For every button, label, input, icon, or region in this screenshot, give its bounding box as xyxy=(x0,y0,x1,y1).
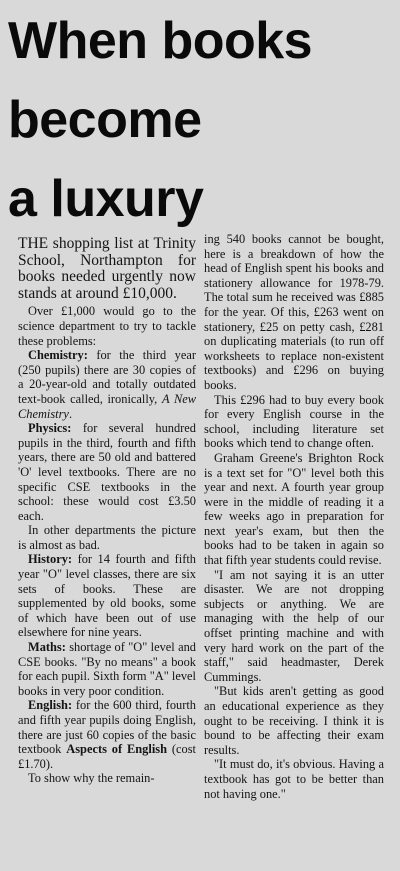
maths-paragraph xyxy=(18,640,196,698)
education-quote-paragraph: "But kids aren't getting as good an educational experience as they ought to be receiving. I think it is bound to be affecting their exam results. xyxy=(204,684,384,757)
book-budget-paragraph: This £296 had to buy every book for every English course in the school, including literature set books which tend to change often. xyxy=(204,392,384,451)
chemistry-book-title: A New Chemistry xyxy=(18,391,196,421)
english-text-end: (cost £1.70). xyxy=(18,742,196,771)
english-book-title: Aspects of English xyxy=(66,742,167,757)
chemistry-text: for the third year (250 pupils) there are 30 copies of a 20-year-old and totally outdated text-book called, ironically, xyxy=(18,348,196,406)
english-label: English: xyxy=(28,698,73,713)
headmaster-quote-paragraph: "I am not saying it is an utter disaster. We are not dropping subjects or anything. We are managing with the help of our offset printing machine and with very hard work on the part of the staff," said headmaster, Derek Cummings. xyxy=(204,567,384,684)
headline xyxy=(8,2,398,239)
physics-label: Physics: xyxy=(28,421,72,436)
right-column xyxy=(204,232,384,801)
chemistry-label: Chemistry: xyxy=(28,348,88,363)
maths-text: shortage of "O" level and CSE books. "By no means" a book for each pupil. Sixth form "A" level books in very poor condition. xyxy=(18,640,196,698)
brighton-rock-paragraph: Graham Greene's Brighton Rock is a text set for "O" level both this year and next. A fourth year group were in the middle of reading it a few weeks ago in preparation for next year's exam, but then the books had to be taken in again so that fifth year students could revise. xyxy=(204,450,384,568)
chemistry-text-end: . xyxy=(68,406,73,421)
history-label: History: xyxy=(28,552,73,567)
chemistry-paragraph xyxy=(18,348,196,421)
headline-line-1: When books xyxy=(8,12,313,70)
closing-quote-paragraph: "It must do, it's obvious. Having a textbook has got to be better than not having one." xyxy=(204,757,384,801)
allowance-paragraph: ing 540 books cannot be bought, here is a breakdown of how the head of English spent his books and stationery allowance for 1978-79. The total sum he received was £885 for the year. Of this, £263 went on stationery, £25 on petty cash, £281 on duplicating materials (to run off worksheets to replace non-existent textbooks) and £296 on buying books. xyxy=(204,232,384,392)
english-paragraph xyxy=(18,698,196,771)
history-paragraph xyxy=(18,552,196,640)
lead-paragraph: THE shopping list at Trinity School, Northampton for books needed urgently now stands at around £10,000. xyxy=(18,235,196,302)
physics-text: for several hundred pupils in the third, fourth and fifth years, there are 50 old and battered 'O' level textbooks. There are no specific CSE textbooks in the school: these would cost £3.50 each. xyxy=(18,421,196,523)
history-text: for 14 fourth and fifth year "O" level classes, there are six sets of books. These are supplemented by old books, some of which have been out of use elsewhere for nine years. xyxy=(18,552,196,640)
remaining-paragraph: To show why the remain- xyxy=(28,771,155,786)
headline-line-3: a luxury xyxy=(8,170,204,228)
left-column xyxy=(18,236,196,786)
science-paragraph: Over £1,000 would go to the science department to try to tackle these problems: xyxy=(18,304,196,348)
maths-label: Maths: xyxy=(28,640,66,655)
headline-line-2: become xyxy=(8,91,202,149)
other-departments-paragraph: In other departments the picture is almost as bad. xyxy=(18,523,196,552)
physics-paragraph xyxy=(18,421,196,523)
english-text: for the 600 third, fourth and fifth year pupils doing English, there are just 60 copies of the basic textbook xyxy=(18,698,196,757)
